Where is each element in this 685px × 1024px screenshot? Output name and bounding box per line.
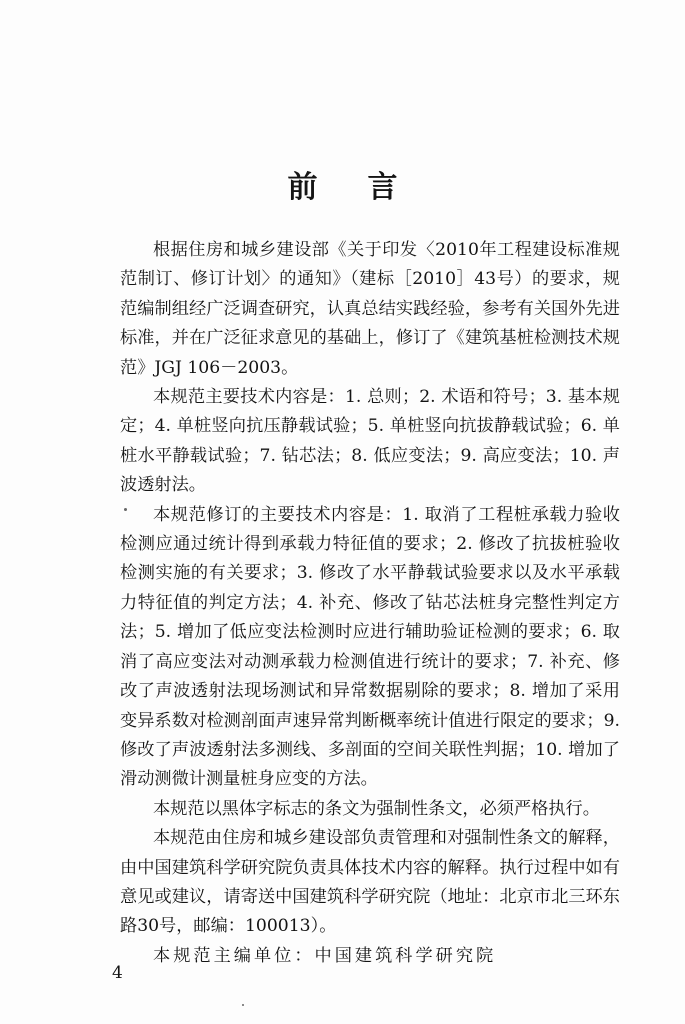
paragraph-administration: 本规范由住房和城乡建设部负责管理和对强制性条文的解释，由中国建筑科学研究院负责具体技术内容的解释。执行过程中如有意见或建议，请寄送中国建筑科学研究院（地址：北京市北三环东路30号，邮编：100013）。: [120, 828, 620, 937]
paragraph-mandatory-provisions: 本规范以黑体字标志的条文为强制性条文，必须严格执行。: [153, 798, 600, 819]
page-title: 前言: [287, 170, 448, 205]
foreword-body: [120, 236, 620, 971]
scan-speck: [242, 1004, 244, 1006]
paragraph-revision-basis: 根据住房和城乡建设部《关于印发〈2010年工程建设标准规范制订、修订计划〉的通知》（建标［2010］43号）的要求，规范编制组经广泛调查研究，认真总结实践经验，参考有关国外先进标准，并在广泛征求意见的基础上，修订了《建筑基桩检测技术规范》JGJ 106－2003。: [120, 240, 620, 378]
scan-speck: [124, 508, 127, 511]
paragraph-main-contents: 本规范主要技术内容是：1. 总则；2. 术语和符号；3. 基本规定；4. 单桩竖向抗压静载试验；5. 单桩竖向抗拔静载试验；6. 单桩水平静载试验；7. 钻芯法；8. 低应变法；9. 高应变法；10. 声波透射法。: [120, 387, 620, 496]
page-number: 4: [112, 963, 123, 983]
paragraph-revision-contents: 本规范修订的主要技术内容是：1. 取消了工程桩承载力验收检测应通过统计得到承载力特征值的要求；2. 修改了抗拔桩验收检测实施的有关要求；3. 修改了水平静载试验要求以及水平承载力特征值的判定方法；4. 补充、修改了钻芯法桩身完整性判定方法；5. 增加了低应变法检测时应进行辅助验证检测的要求；6. 取消了高应变法对动测承载力检测值进行统计的要求；7. 补充、修改了声波透射法现场测试和异常数据剔除的要求；8. 增加了采用变异系数对检测剖面声速异常判断概率统计值进行限定的要求；9. 修改了声波透射法多测线、多剖面的空间关联性判据；10. 增加了滑动测微计测量桩身应变的方法。: [120, 504, 620, 790]
chief-editor-line: 本规范主编单位：中国建筑科学研究院: [153, 945, 497, 966]
